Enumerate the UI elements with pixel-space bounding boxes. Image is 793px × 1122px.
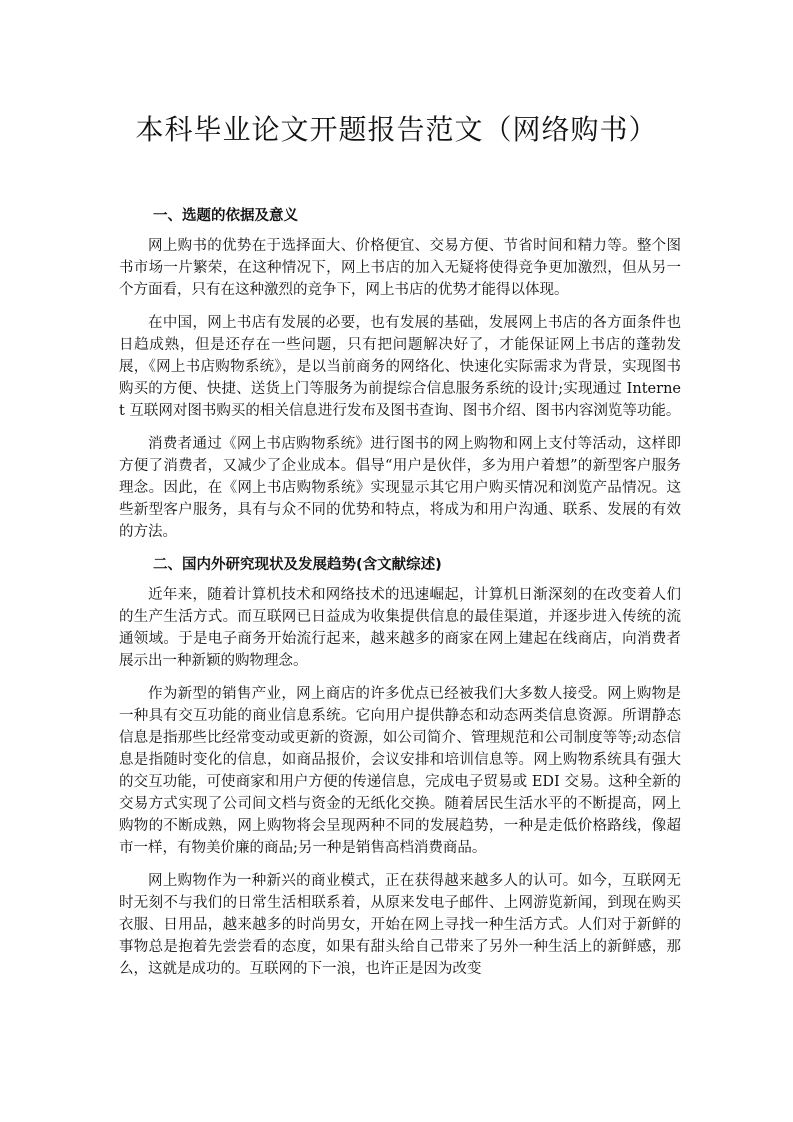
section-heading: 一、选题的依据及意义 xyxy=(153,208,298,224)
paragraph: 网上购物作为一种新兴的商业模式，正在获得越来越多人的认可。如今，互联网无时无刻不与我们的日常生活相联系着，从原来发电子邮件、上网游览新闻，到现在购买衣服、日用品，越来越多的时尚男女，开始在网上寻找一种生活方式。人们对于新鲜的事物总是抱着先尝尝看的态度，如果有甜头给自己带来了另外一种生活上的新鲜感，那么，这就是成功的。互联网的下一浪，也许正是因为改变 xyxy=(119,873,681,977)
document-title: 本科毕业论文开题报告范文（网络购书） xyxy=(135,113,658,146)
paragraph: 在中国，网上书店有发展的必要，也有发展的基础，发展网上书店的各方面条件也日趋成熟，但是还存在一些问题，只有把问题解决好了，才能保证网上书店的蓬勃发展，《网上书店购物系统》，是以当前商务的网络化、快速化实际需求为背景，实现图书购买的方便、快捷、送货上门等服务为前提综合信息服务系统的设计;实现通过 Internet 互联网对图书购买的相关信息进行发布及图书查询、图书介绍、图书内容浏览等功能。 xyxy=(119,315,681,419)
section-rationale xyxy=(119,205,681,543)
paragraph: 消费者通过《网上书店购物系统》进行图书的网上购物和网上支付等活动，这样即方便了消费者，又减少了企业成本。倡导“用户是伙伴，多为用户着想”的新型客户服务理念。因此，在《网上书店购物系统》实现显示其它用户购买情况和浏览产品情况。这些新型客户服务，具有与众不同的优势和特点，将成为和用户沟通、联系、发展的有效的方法。 xyxy=(119,436,681,540)
paragraph: 近年来，随着计算机技术和网络技术的迅速崛起，计算机日渐深刻的在改变着人们的生产生活方式。而互联网已日益成为收集提供信息的最佳渠道，并逐步进入传统的流通领域。于是电子商务开始流行起来，越来越多的商家在网上建起在线商店，向消费者展示出一种新颖的购物理念。 xyxy=(119,587,681,669)
section-heading: 二、国内外研究现状及发展趋势(含文献综述) xyxy=(153,557,442,573)
paragraph: 网上购书的优势在于选择面大、价格便宜、交易方便、节省时间和精力等。整个图书市场一片繁荣，在这种情况下，网上书店的加入无疑将使得竞争更加激烈，但从另一个方面看，只有在这种激烈的竞争下，网上书店的优势才能得以体现。 xyxy=(119,238,681,298)
document-body xyxy=(119,205,681,991)
paragraph: 作为新型的销售产业，网上商店的许多优点已经被我们大多数人接受。网上购物是一种具有交互功能的商业信息系统。它向用户提供静态和动态两类信息资源。所谓静态信息是指那些比经常变动或更新的资源，如公司简介、管理规范和公司制度等等;动态信息是指随时变化的信息，如商品报价，会议安排和培训信息等。网上购物系统具有强大的交互功能，可使商家和用户方便的传递信息，完成电子贸易或 EDI 交易。这种全新的交易方式实现了公司间文档与资金的无纸化交换。随着居民生活水平的不断提高，网上购物的不断成熟，网上购物将会呈现两种不同的发展趋势，一种是走低价格路线，像超市一样，有物美价廉的商品;另一种是销售高档消费商品。 xyxy=(119,686,681,856)
section-research-status xyxy=(119,554,681,980)
